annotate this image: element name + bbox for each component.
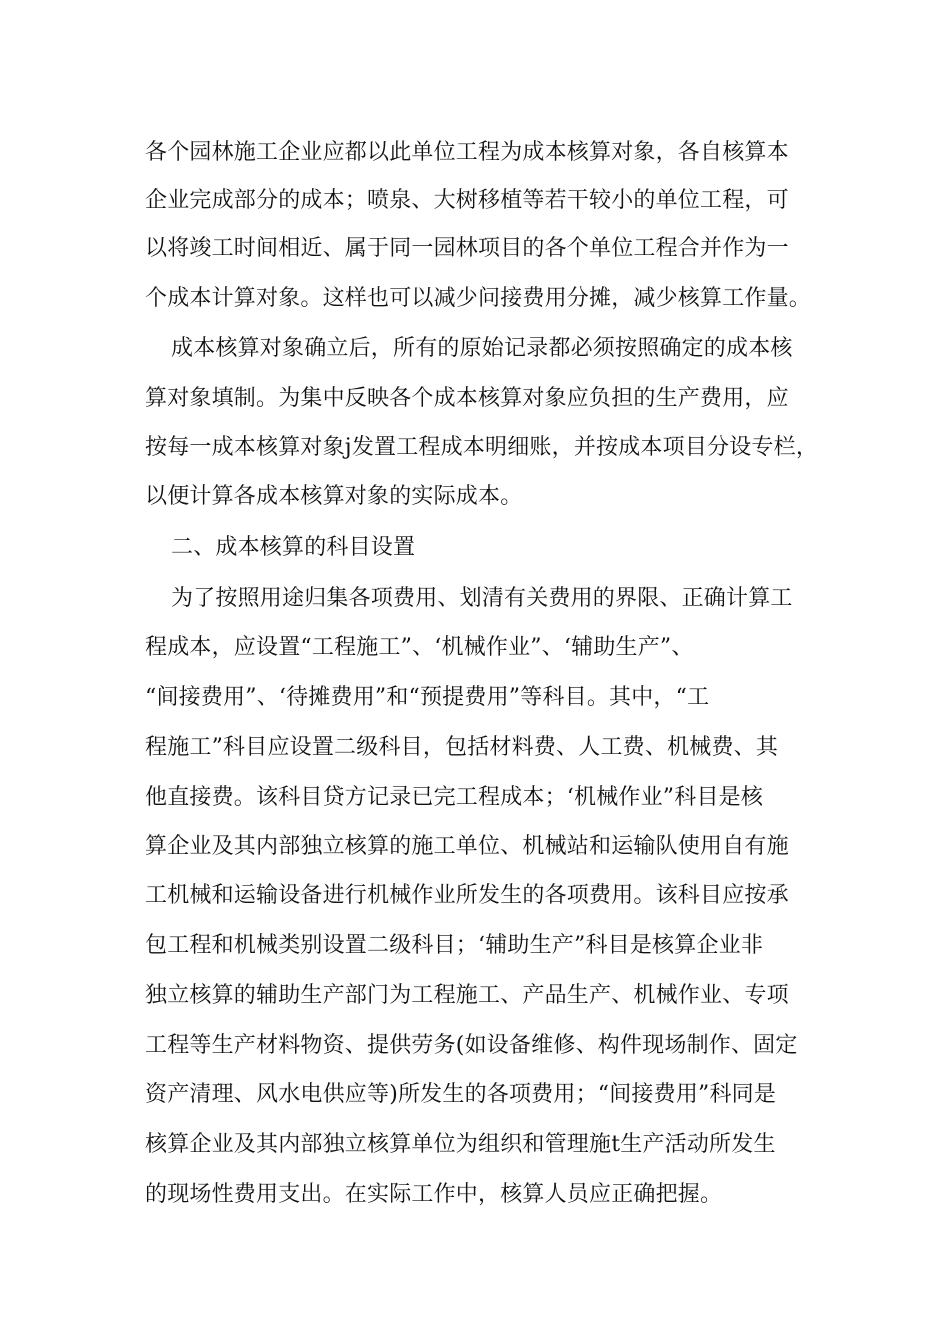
paragraph-3-line-3: “间接费用”、‘待摊费用”和“预提费用”等科目。其中，“工	[145, 685, 710, 710]
paragraph-3-line-1: 为了按照用途归集各项费用、划清有关费用的界限、正确计算工	[171, 586, 793, 611]
paragraph-2-line-3: 按每一成本核算对象j发置工程成本明细账，并按成本项目分设专栏，	[145, 435, 819, 460]
paragraph-3-line-8: 包工程和机械类别设置二级科目；‘辅助生产”科目是核算企业非	[145, 933, 764, 958]
paragraph-3-line-2: 程成本，应设置“工程施工”、‘机械作业”、‘辅助生产”、	[145, 635, 694, 660]
paragraph-1-line-2: 企业完成部分的成本；喷泉、大树移植等若干较小的单位工程，可	[145, 188, 789, 213]
paragraph-3-line-9: 独立核算的辅助生产部门为工程施工、产品生产、机械作业、专项	[145, 983, 789, 1008]
paragraph-3-line-13: 的现场性费用支出。在实际工作中，核算人员应正确把握。	[145, 1182, 723, 1207]
paragraph-2-line-4: 以便计算各成本核算对象的实际成本。	[145, 484, 523, 509]
paragraph-3-line-12: 核算企业及其内部独立核算单位为组织和管理施t生产活动所发生	[145, 1132, 776, 1157]
paragraph-3-line-11: 资产清理、风水电供应等)所发生的各项费用；“间接费用”科同是	[145, 1082, 777, 1107]
paragraph-3-line-7: 工机械和运输设备进行机械作业所发生的各项费用。该科目应按承	[145, 883, 789, 908]
paragraph-1-line-1: 各个园林施工企业应都以此单位工程为成本核算对象，各自核算本	[145, 140, 789, 165]
section-heading: 二、成本核算的科目设置	[171, 535, 416, 560]
paragraph-3-line-10: 工程等生产材料物资、提供劳务(如设备维修、构件现场制作、固定	[145, 1033, 798, 1058]
paragraph-2-line-1: 成本核算对象确立后，所有的原始记录都必须按照确定的成本核	[171, 336, 793, 361]
paragraph-1-line-3: 以将竣工时间相近、属于同一园林项目的各个单位工程合并作为一	[145, 236, 789, 261]
paragraph-2-line-2: 算对象填制。为集中反映各个成本核算对象应负担的生产费用，应	[145, 386, 789, 411]
paragraph-3-line-4: 程施工”科目应设置二级科目，包括材料费、人工费、机械费、其	[145, 735, 779, 760]
paragraph-3-line-5: 他直接费。该科目贷方记录已完工程成本；‘机械作业”科目是核	[145, 785, 764, 810]
paragraph-3-line-6: 算企业及其内部独立核算的施工单位、机械站和运输队使用自有施	[145, 834, 789, 859]
paragraph-1-line-4: 个成本计算对象。这样也可以减少问接费用分摊，减少核算工作量。	[145, 286, 812, 311]
